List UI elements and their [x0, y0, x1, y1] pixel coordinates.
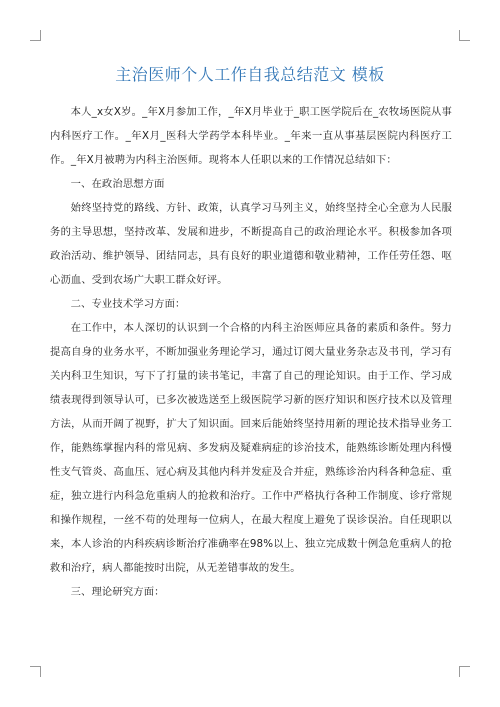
- crop-mark-bottom-left: [30, 666, 41, 677]
- professional-paragraph: 在工作中，本人深切的认识到一个合格的内科主治医师应具备的素质和条件。努力提高自身的业务水平，不断加强业务理论学习，通过订阅大量业务杂志及书刊，学习有关内科卫生知识，写下了打量的读书笔记，丰富了自己的理论知识。由于工作、学习成绩表现得到领导认可，已多次被选送至上级医院学习新的医疗知识和医疗技术以及管理方法，从而开阔了视野，扩大了知识面。回来后能始终坚持用新的理论技术指导业务工作，能熟练掌握内科的常见病、多发病及疑难病症的诊治技术，能熟练诊断处理内科慢性支气管炎、高血压、冠心病及其他内科并发症及合并症，熟练诊治内科各种急症、重症，独立进行内科急危重病人的抢救和治疗。工作中严格执行各种工作制度、诊疗常规和操作规程，一丝不苟的处理每一位病人，在最大程度上避免了误诊误治。自任现职以来，本人诊治的内科疾病诊断治疗准确率在98%以上、独立完成数十例急危重病人的抢救和治疗，病人都能按时出院，从无差错事故的发生。: [50, 322, 452, 574]
- intro-paragraph: 本人_x女X岁。_年X月参加工作，_年X月毕业于_职工医学院后在_农牧场医院从事内科医疗工作。_年X月_医科大学药学本科毕业。_年来一直从事基层医院内科医疗工作。_年X月被聘为内科主治医师。现将本人任职以来的工作情况总结如下：: [50, 106, 452, 166]
- crop-mark-top-right: [459, 30, 470, 41]
- section-heading-research: 三、理论研究方面：: [70, 586, 165, 598]
- crop-mark-bottom-right: [459, 666, 470, 677]
- document-title: 主治医师个人工作自我总结范文 模板: [115, 65, 385, 84]
- document-body: [50, 100, 452, 604]
- crop-mark-top-left: [30, 30, 41, 41]
- political-paragraph: 始终坚持党的路线、方针、政策，认真学习马列主义，始终坚持全心全意为人民服务的主导思想，坚持改革、发展和进步，不断提高自己的政治理论水平。积极参加各项政治活动、维护领导、团结同志，具有良好的职业道德和敬业精神，工作任劳任怨、呕心沥血、受到农场广大职工群众好评。: [50, 202, 452, 286]
- section-heading-political: 一、在政治思想方面: [70, 178, 165, 190]
- section-heading-professional: 二、专业技术学习方面：: [70, 298, 186, 310]
